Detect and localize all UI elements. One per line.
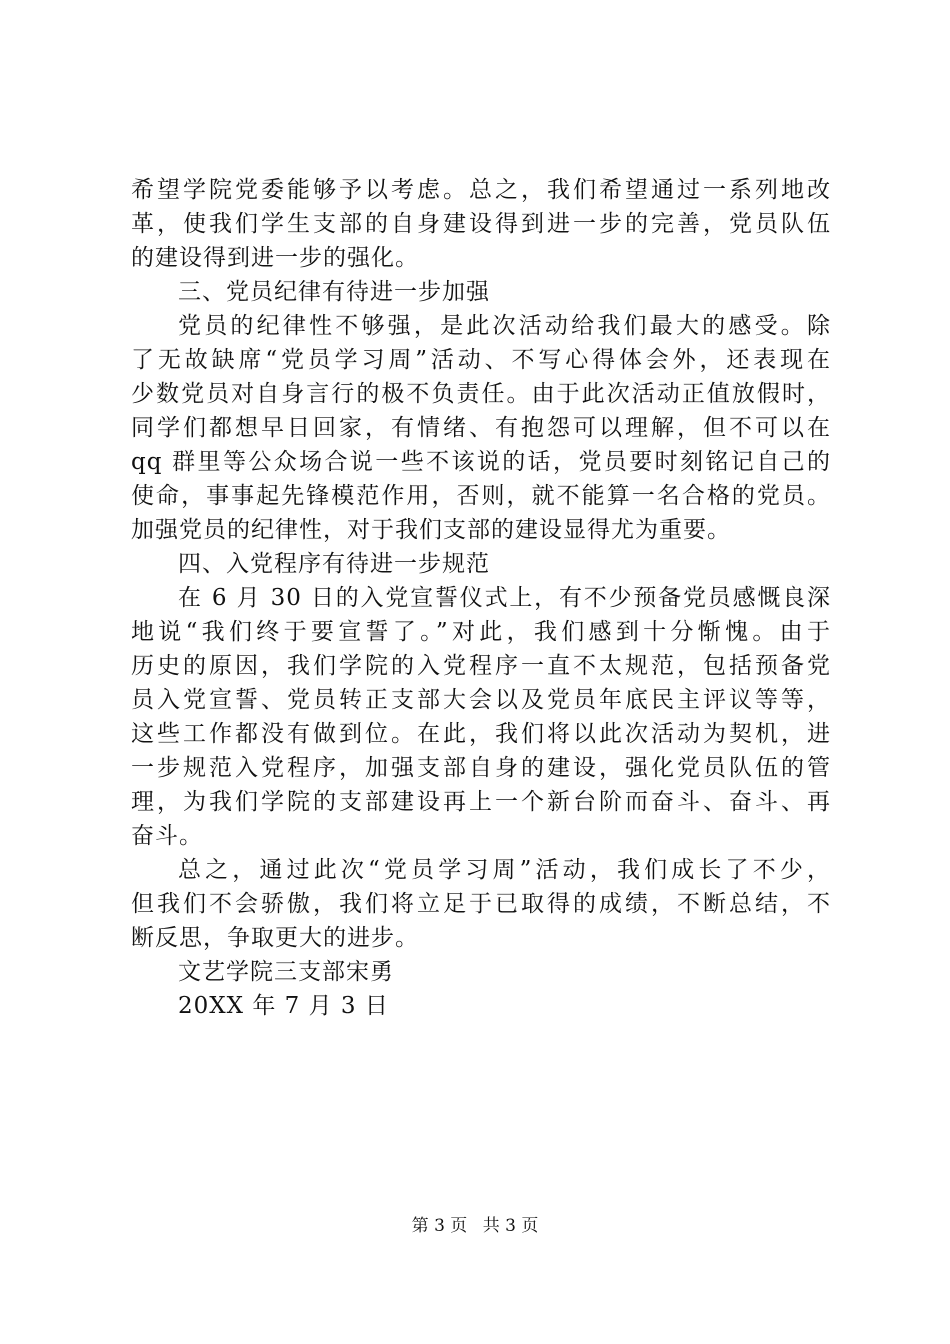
text-line: 四、入党程序有待进一步规范 [178,551,490,577]
text-line: 总之，通过此次“党员学习周”活动，我们成长了不少， [178,857,831,883]
text-line: 历史的原因，我们学院的入党程序一直不太规范，包括预备党 [131,653,831,679]
text-line: 奋斗。 [131,823,203,849]
text-line: 使命，事事起先锋模范作用，否则，就不能算一名合格的党员。 [131,483,831,509]
text-line: qq 群里等公众场合说一些不该说的话，党员要时刻铭记自己的 [131,449,831,475]
text-line: 断反思，争取更大的进步。 [131,925,419,951]
text-line: 在 6 月 30 日的入党宣誓仪式上，有不少预备党员感慨良深 [178,585,831,611]
text-line: 党员的纪律性不够强，是此次活动给我们最大的感受。除 [178,313,831,339]
document-body [131,173,831,1023]
text-line: 革，使我们学生支部的自身建设得到进一步的完善，党员队伍 [131,211,831,237]
text-line: 但我们不会骄傲，我们将立足于已取得的成绩，不断总结，不 [131,891,831,917]
text-line: 理，为我们学院的支部建设再上一个新台阶而奋斗、奋斗、再 [131,789,831,815]
text-line: 20XX 年 7 月 3 日 [178,993,389,1019]
text-line: 文艺学院三支部宋勇 [178,959,394,985]
text-line: 希望学院党委能够予以考虑。总之，我们希望通过一系列地改 [131,177,831,203]
text-line: 一步规范入党程序，加强支部自身的建设，强化党员队伍的管 [131,755,831,781]
page-number: 第 3 页 [411,1216,468,1236]
page-footer [0,1216,950,1236]
text-line: 的建设得到进一步的强化。 [131,245,419,271]
text-line: 加强党员的纪律性，对于我们支部的建设显得尤为重要。 [131,517,731,543]
text-line: 这些工作都没有做到位。在此，我们将以此次活动为契机，进 [131,721,831,747]
text-line: 了无故缺席“党员学习周”活动、不写心得体会外，还表现在 [131,347,831,373]
text-line: 少数党员对自身言行的极不负责任。由于此次活动正值放假时， [131,381,831,407]
page-total: 共 3 页 [482,1216,539,1236]
text-line: 三、党员纪律有待进一步加强 [178,279,490,305]
text-line: 员入党宣誓、党员转正支部大会以及党员年底民主评议等等， [131,687,831,713]
text-line: 地说“我们终于要宣誓了。”对此，我们感到十分惭愧。由于 [131,619,831,645]
text-line: 同学们都想早日回家，有情绪、有抱怨可以理解，但不可以在 [131,415,831,441]
